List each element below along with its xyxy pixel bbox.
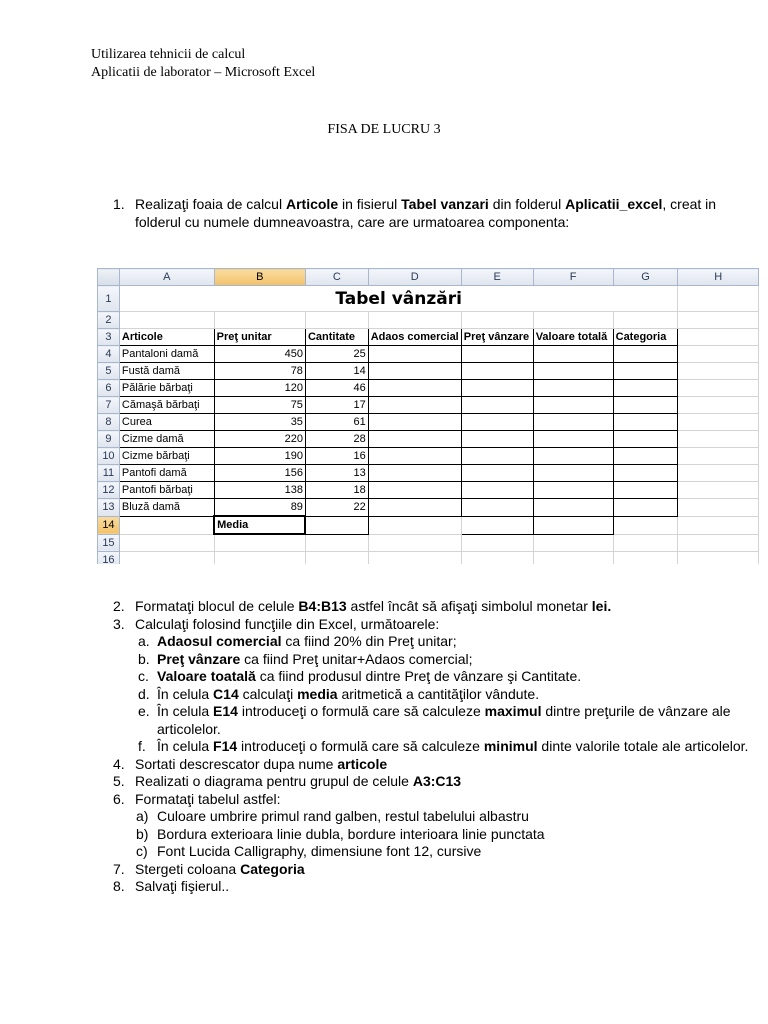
cell[interactable] <box>214 534 305 551</box>
cell-pret-vanzare[interactable] <box>461 414 533 431</box>
task-item <box>113 826 753 844</box>
task-number: c. <box>138 668 149 684</box>
task-text <box>135 616 753 634</box>
document-header <box>91 46 315 82</box>
task-text <box>157 686 753 704</box>
cell[interactable] <box>461 551 533 564</box>
column-header-d[interactable]: D <box>368 269 461 286</box>
task-item <box>113 651 753 669</box>
cell-pret-vanzare[interactable] <box>461 431 533 448</box>
row-header[interactable]: 7 <box>98 397 120 414</box>
cell-e14[interactable] <box>461 516 533 534</box>
text: Stergeti coloana <box>135 860 241 877</box>
text: În celula <box>157 685 214 702</box>
spreadsheet-grid <box>97 268 759 564</box>
cell-adaos[interactable] <box>368 363 461 380</box>
task-item <box>113 668 753 686</box>
cell-valoare[interactable] <box>533 380 613 397</box>
task-text <box>157 668 753 686</box>
cell-articol[interactable]: Pantofi damă <box>119 465 214 482</box>
column-header-e[interactable]: E <box>461 269 533 286</box>
text: Realizati o diagrama pentru grupul de celule <box>135 773 413 789</box>
cell-adaos[interactable] <box>368 465 461 482</box>
text: Sortati descrescator dupa nume <box>135 755 338 772</box>
text: Formataţi blocul de celule <box>135 598 299 614</box>
cell[interactable] <box>613 551 678 564</box>
row-header[interactable]: 13 <box>98 499 120 517</box>
cell-pret-unitar[interactable]: 35 <box>214 414 305 431</box>
sheet-row <box>98 534 759 551</box>
task-text <box>157 808 753 826</box>
cell-cantitate[interactable]: 22 <box>305 499 368 517</box>
task-text <box>157 843 753 861</box>
cell-cantitate[interactable]: 13 <box>305 465 368 482</box>
task-number: c) <box>136 843 148 859</box>
sheet-row <box>98 312 759 329</box>
table-header-row <box>98 329 759 346</box>
header-cell-pret-unitar[interactable]: Preţ unitar <box>214 329 305 346</box>
cell-valoare[interactable] <box>533 346 613 363</box>
cell-articol[interactable]: Fustă damă <box>119 363 214 380</box>
cell-pret-vanzare[interactable] <box>461 448 533 465</box>
task-number: 8. <box>113 878 125 894</box>
cell[interactable] <box>368 312 461 329</box>
task-number: a) <box>136 808 149 824</box>
cell-cantitate[interactable]: 16 <box>305 448 368 465</box>
cell[interactable] <box>368 551 461 564</box>
task-number: e. <box>138 703 150 719</box>
cell[interactable] <box>613 534 678 551</box>
text: ca fiind Preţ unitar+Adaos comercial; <box>240 650 473 667</box>
bold-text: minimul <box>483 738 538 754</box>
task-item <box>113 878 753 896</box>
cell-adaos[interactable] <box>368 482 461 499</box>
task-item <box>113 633 753 651</box>
row-header[interactable]: 10 <box>98 448 120 465</box>
cell-pret-vanzare[interactable] <box>461 397 533 414</box>
bold-text: Categoria <box>240 860 305 877</box>
task-text <box>135 791 753 809</box>
cell-adaos[interactable] <box>368 346 461 363</box>
cell[interactable] <box>461 312 533 329</box>
task-number: d. <box>138 685 150 702</box>
row-header[interactable]: 9 <box>98 431 120 448</box>
text: În celula <box>157 738 214 754</box>
cell-articol[interactable]: Cizme bărbaţi <box>119 448 214 465</box>
task-1 <box>113 196 723 231</box>
text: ca fiind produsul dintre Preţ de vânzare şi Cantitate. <box>255 668 582 684</box>
table-row <box>98 414 759 431</box>
cell-valoare[interactable] <box>533 397 613 414</box>
text: Bordura exterioara linie dubla, bordure interioara linie punctata <box>157 825 545 842</box>
table-row <box>98 363 759 380</box>
cell-categoria[interactable] <box>613 448 678 465</box>
cell-categoria[interactable] <box>613 499 678 517</box>
column-header-row <box>98 269 759 286</box>
text: in fisierul <box>338 196 402 212</box>
cell-cantitate[interactable]: 46 <box>305 380 368 397</box>
cell-valoare[interactable] <box>533 465 613 482</box>
row-header[interactable]: 5 <box>98 363 120 380</box>
cell-adaos[interactable] <box>368 380 461 397</box>
cell-cantitate[interactable]: 18 <box>305 482 368 499</box>
task-number: a. <box>138 633 150 649</box>
cell-valoare[interactable] <box>533 482 613 499</box>
cell[interactable] <box>533 551 613 564</box>
media-label-cell[interactable]: Media <box>214 516 305 534</box>
cell-articol[interactable]: Pantaloni damă <box>119 346 214 363</box>
cell-pret-vanzare[interactable] <box>461 482 533 499</box>
cell[interactable] <box>678 499 759 517</box>
table-title-cell[interactable]: Tabel vânzări <box>119 286 678 312</box>
column-header-c[interactable]: C <box>305 269 368 286</box>
text: introduceţi o formulă care să calculeze <box>237 738 484 754</box>
cell[interactable] <box>368 516 461 534</box>
task-item <box>113 808 753 826</box>
task-list <box>113 598 753 896</box>
cell-pret-unitar[interactable]: 190 <box>214 448 305 465</box>
text: aritmetică a cantităţilor vândute. <box>337 685 540 702</box>
cell[interactable] <box>119 534 214 551</box>
task-number: 5. <box>113 773 125 789</box>
bold-text: maximul <box>484 703 542 719</box>
text: Formataţi tabelul astfel: <box>135 790 281 807</box>
task-item <box>113 756 753 774</box>
cell[interactable] <box>119 516 214 534</box>
cell-categoria[interactable] <box>613 431 678 448</box>
task-item <box>113 686 753 704</box>
cell[interactable] <box>678 465 759 482</box>
task-text <box>157 738 753 756</box>
column-header-a[interactable]: A <box>119 269 214 286</box>
cell-pret-unitar[interactable]: 78 <box>214 363 305 380</box>
task-number: b. <box>138 650 150 667</box>
text: , creat in folderul cu numele dumneavoastra, care are urmatoarea componenta: <box>135 196 717 230</box>
cell-pret-vanzare[interactable] <box>461 499 533 517</box>
cell[interactable] <box>119 312 214 329</box>
text: dinte valorile totale ale articolelor. <box>537 738 749 754</box>
row-header[interactable]: 3 <box>98 329 120 346</box>
task-number: f. <box>138 738 146 754</box>
cell[interactable] <box>613 312 678 329</box>
cell[interactable] <box>678 431 759 448</box>
task-text <box>157 633 753 651</box>
column-header-h[interactable]: H <box>678 269 759 286</box>
table-row <box>98 346 759 363</box>
cell-articol[interactable]: Cizme damă <box>119 431 214 448</box>
text: introduceţi o formulă care să calculeze <box>237 703 485 719</box>
table-row <box>98 499 759 517</box>
text: Salvaţi fişierul.. <box>135 878 230 894</box>
task-1-text <box>135 196 723 231</box>
cell[interactable] <box>678 286 759 312</box>
task-text <box>135 773 753 791</box>
cell[interactable] <box>678 551 759 564</box>
text: Realizaţi foaia de calcul <box>135 196 286 212</box>
cell-pret-unitar[interactable]: 156 <box>214 465 305 482</box>
cell[interactable] <box>214 551 305 564</box>
text: astfel încât să afişaţi simbolul monetar <box>346 598 592 614</box>
cell-pret-unitar[interactable]: 89 <box>214 499 305 517</box>
row-header[interactable]: 14 <box>98 516 120 534</box>
cell-adaos[interactable] <box>368 414 461 431</box>
cell-pret-unitar[interactable]: 138 <box>214 482 305 499</box>
cell[interactable] <box>678 482 759 499</box>
row-header[interactable]: 2 <box>98 312 120 329</box>
cell[interactable] <box>214 312 305 329</box>
cell-pret-vanzare[interactable] <box>461 346 533 363</box>
cell-categoria[interactable] <box>613 380 678 397</box>
text: Culoare umbrire primul rand galben, restul tabelului albastru <box>157 808 529 824</box>
task-number: 3. <box>113 615 125 632</box>
cell[interactable] <box>533 534 613 551</box>
column-header-b[interactable]: B <box>214 269 305 286</box>
row-header[interactable]: 15 <box>98 534 120 551</box>
cell[interactable] <box>305 551 368 564</box>
cell-pret-vanzare[interactable] <box>461 363 533 380</box>
spreadsheet-screenshot <box>97 268 759 564</box>
task-item <box>113 616 753 634</box>
table-row <box>98 380 759 397</box>
bold-text: F14 <box>213 738 238 754</box>
cell[interactable] <box>305 312 368 329</box>
cell[interactable] <box>533 312 613 329</box>
cell-categoria[interactable] <box>613 414 678 431</box>
cell-categoria[interactable] <box>613 482 678 499</box>
bold-text: lei. <box>591 598 612 614</box>
bold-text: Articole <box>285 196 339 212</box>
text: Calculaţi folosind funcţiile din Excel, următoarele: <box>135 615 440 632</box>
task-text <box>135 878 753 896</box>
cell[interactable] <box>678 397 759 414</box>
select-all-corner[interactable] <box>98 269 120 286</box>
task-number: 4. <box>113 755 125 772</box>
task-text <box>135 598 753 616</box>
row-header[interactable]: 11 <box>98 465 120 482</box>
cell-pret-unitar[interactable]: 450 <box>214 346 305 363</box>
cell-categoria[interactable] <box>613 465 678 482</box>
bold-text: articole <box>337 755 388 772</box>
bold-text: E14 <box>213 703 238 719</box>
cell-f14[interactable] <box>533 516 613 534</box>
text: din folderul <box>488 196 566 212</box>
cell[interactable] <box>461 534 533 551</box>
task-number: b) <box>136 825 149 842</box>
cell[interactable] <box>678 346 759 363</box>
task-item <box>113 738 753 756</box>
sheet-row <box>98 286 759 312</box>
sheet-row <box>98 551 759 564</box>
table-row <box>98 431 759 448</box>
row-header[interactable]: 8 <box>98 414 120 431</box>
cell[interactable] <box>368 534 461 551</box>
task-number: 6. <box>113 790 125 807</box>
cell[interactable] <box>678 534 759 551</box>
cell-cantitate[interactable]: 14 <box>305 363 368 380</box>
cell-articol[interactable]: Pălărie bărbaţi <box>119 380 214 397</box>
task-text <box>157 703 753 738</box>
cell-cantitate[interactable]: 28 <box>305 431 368 448</box>
cell-pret-vanzare[interactable] <box>461 465 533 482</box>
cell-valoare[interactable] <box>533 363 613 380</box>
cell-adaos[interactable] <box>368 431 461 448</box>
cell[interactable] <box>678 312 759 329</box>
row-header[interactable]: 4 <box>98 346 120 363</box>
cell[interactable] <box>678 380 759 397</box>
text: dintre preţurile de vânzare ale articolelor. <box>157 703 731 737</box>
row-header[interactable]: 12 <box>98 482 120 499</box>
table-row <box>98 397 759 414</box>
cell-categoria[interactable] <box>613 397 678 414</box>
task-number: 7. <box>113 860 125 877</box>
cell-pret-vanzare[interactable] <box>461 380 533 397</box>
cell-categoria[interactable] <box>613 363 678 380</box>
cell-articol[interactable]: Curea <box>119 414 214 431</box>
cell[interactable] <box>305 534 368 551</box>
header-cell-adaos[interactable]: Adaos comercial <box>368 329 461 346</box>
bold-text: Preţ vânzare <box>157 650 241 667</box>
row-header[interactable]: 1 <box>98 286 120 312</box>
task-number: 2. <box>113 598 125 614</box>
bold-text: Valoare toatală <box>157 668 256 684</box>
cell-articol[interactable]: Bluză damă <box>119 499 214 517</box>
bold-text: A3:C13 <box>412 773 462 789</box>
task-item <box>113 703 753 738</box>
task-text <box>157 826 753 844</box>
task-item <box>113 843 753 861</box>
task-item <box>113 598 753 616</box>
header-subtitle: Aplicatii de laborator – Microsoft Excel <box>91 65 316 80</box>
header-cell-cantitate[interactable]: Cantitate <box>305 329 368 346</box>
bold-text: Aplicatii_excel <box>565 196 663 212</box>
cell-valoare[interactable] <box>533 414 613 431</box>
cell-cantitate[interactable]: 25 <box>305 346 368 363</box>
task-text <box>135 756 753 774</box>
cell-cantitate[interactable]: 61 <box>305 414 368 431</box>
cell-c14[interactable] <box>305 516 368 534</box>
cell-pret-unitar[interactable]: 120 <box>214 380 305 397</box>
text: Font Lucida Calligraphy, dimensiune font 12, cursive <box>157 843 482 859</box>
cell-articol[interactable]: Cămaşă bărbaţi <box>119 397 214 414</box>
text: În celula <box>157 703 214 719</box>
cell-cantitate[interactable]: 17 <box>305 397 368 414</box>
column-header-f[interactable]: F <box>533 269 613 286</box>
table-row <box>98 482 759 499</box>
header-course: Utilizarea tehnicii de calcul <box>91 47 246 62</box>
header-cell-categoria[interactable]: Categoria <box>613 329 678 346</box>
row-header[interactable]: 16 <box>98 551 120 564</box>
text: calculaţi <box>238 685 298 702</box>
header-cell-pret-vanzare[interactable]: Preţ vânzare <box>461 329 533 346</box>
header-cell-articole[interactable]: Articole <box>119 329 214 346</box>
bold-text: Tabel vanzari <box>401 196 489 212</box>
cell[interactable] <box>678 363 759 380</box>
task-text <box>135 861 753 879</box>
bold-text: Adaosul comercial <box>157 633 282 649</box>
task-text <box>157 651 753 669</box>
cell-pret-unitar[interactable]: 75 <box>214 397 305 414</box>
cell-categoria[interactable] <box>613 346 678 363</box>
cell[interactable] <box>678 414 759 431</box>
header-cell-valoare[interactable]: Valoare totală <box>533 329 613 346</box>
bold-text: B4:B13 <box>298 598 347 614</box>
cell-articol[interactable]: Pantofi bărbaţi <box>119 482 214 499</box>
worksheet-title: FISA DE LUCRU 3 <box>327 122 441 137</box>
cell-adaos[interactable] <box>368 499 461 517</box>
cell-adaos[interactable] <box>368 448 461 465</box>
sheet-row <box>98 516 759 534</box>
cell[interactable] <box>119 551 214 564</box>
task-item <box>113 861 753 879</box>
cell[interactable] <box>678 448 759 465</box>
task-number: 1. <box>113 196 125 212</box>
task-item <box>113 791 753 809</box>
bold-text: media <box>297 685 338 702</box>
cell-pret-unitar[interactable]: 220 <box>214 431 305 448</box>
cell-valoare[interactable] <box>533 499 613 517</box>
bold-text: C14 <box>213 685 239 702</box>
table-row <box>98 465 759 482</box>
column-header-g[interactable]: G <box>613 269 678 286</box>
text: ca fiind 20% din Preţ unitar; <box>281 633 457 649</box>
cell-adaos[interactable] <box>368 397 461 414</box>
cell[interactable] <box>678 329 759 346</box>
task-item <box>113 773 753 791</box>
cell[interactable] <box>678 516 759 534</box>
cell-valoare[interactable] <box>533 448 613 465</box>
row-header[interactable]: 6 <box>98 380 120 397</box>
table-row <box>98 448 759 465</box>
cell[interactable] <box>613 516 678 534</box>
cell-valoare[interactable] <box>533 431 613 448</box>
